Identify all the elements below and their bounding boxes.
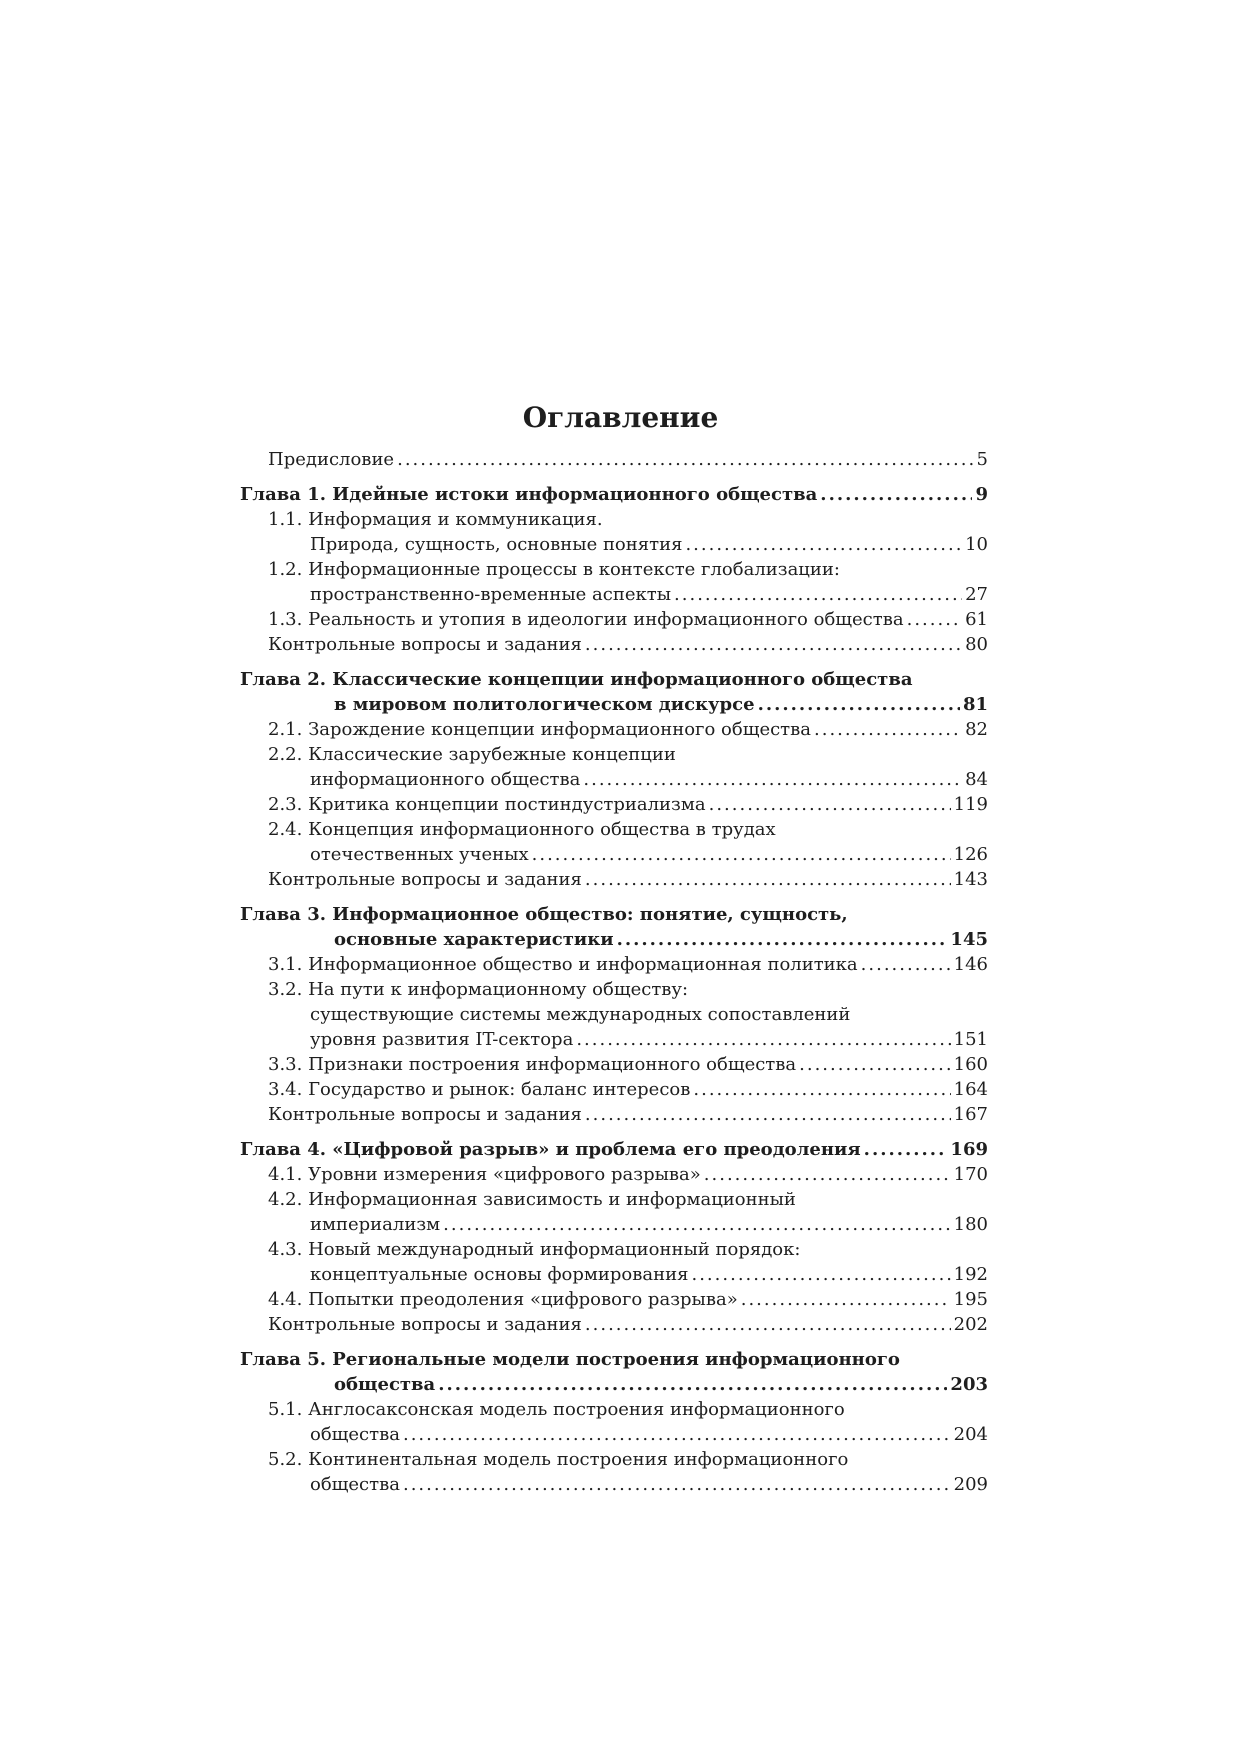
toc-entry-2-4[interactable] xyxy=(240,842,988,867)
toc-entry-text: 4.4. Попытки преодоления «цифрового разрыва» xyxy=(268,1289,738,1310)
toc-entry-text: 2.1. Зарождение концепции информационного общества xyxy=(268,719,812,740)
toc-page-number: 27 xyxy=(965,584,988,605)
toc-entry-4-3[interactable] xyxy=(240,1262,988,1287)
chapter-title[interactable]: Глава 5. Региональные модели построения информационного xyxy=(240,1349,900,1370)
toc-entry-text: 4.1. Уровни измерения «цифрового разрыва» xyxy=(268,1164,701,1185)
toc-entry-questions-1[interactable] xyxy=(240,632,988,657)
toc-entry-text[interactable]: 5.2. Континентальная модель построения информационного xyxy=(268,1449,849,1470)
toc-entry-4-2[interactable] xyxy=(240,1212,988,1237)
toc-page-number: 82 xyxy=(965,719,988,740)
toc-entry-text: империализм xyxy=(310,1214,441,1235)
dot-leader xyxy=(685,532,962,557)
dot-leader xyxy=(864,1137,948,1162)
toc-entry-text: Контрольные вопросы и задания xyxy=(268,869,582,890)
dot-leader xyxy=(403,1422,951,1447)
toc-page-number: 145 xyxy=(950,929,988,950)
toc-entry-text: уровня развития IT-сектора xyxy=(310,1029,574,1050)
toc-entry-text[interactable]: 3.2. На пути к информационному обществу: xyxy=(268,979,689,1000)
toc-entry-text[interactable]: 1.2. Информационные процессы в контексте глобализации: xyxy=(268,559,840,580)
toc-entry-text: Предисловие xyxy=(268,449,395,470)
dot-leader xyxy=(397,447,973,472)
toc-chapter-1[interactable] xyxy=(240,482,988,507)
toc-entry-5-2[interactable] xyxy=(240,1472,988,1497)
toc-page-number: 126 xyxy=(953,844,988,865)
toc-entry-3-1[interactable] xyxy=(240,952,988,977)
dot-leader xyxy=(709,792,951,817)
dot-leader xyxy=(814,717,962,742)
dot-leader xyxy=(585,632,962,657)
toc-chapter-3[interactable] xyxy=(240,927,988,952)
chapter-title: основные характеристики xyxy=(334,929,614,950)
toc-page-number: 180 xyxy=(953,1214,988,1235)
toc-chapter-4[interactable] xyxy=(240,1137,988,1162)
toc-entry-1-1[interactable] xyxy=(240,532,988,557)
toc-entry-text[interactable]: 4.2. Информационная зависимость и информационный xyxy=(268,1189,796,1210)
dot-leader xyxy=(576,1027,950,1052)
toc-entry-text: концептуальные основы формирования xyxy=(310,1264,689,1285)
toc-page-number: 151 xyxy=(953,1029,988,1050)
toc-page-number: 164 xyxy=(953,1079,988,1100)
dot-leader xyxy=(585,1102,951,1127)
toc-page-number: 195 xyxy=(953,1289,988,1310)
dot-leader xyxy=(532,842,951,867)
toc-entry-text: отечественных ученых xyxy=(310,844,529,865)
dot-leader xyxy=(799,1052,951,1077)
toc-page-number: 61 xyxy=(965,609,988,630)
toc-entry-preface[interactable] xyxy=(240,447,988,472)
toc-page-number: 81 xyxy=(962,694,988,715)
toc-entry-text: пространственно-временные аспекты xyxy=(310,584,672,605)
toc-page-number: 143 xyxy=(953,869,988,890)
toc-entry-3-3[interactable] xyxy=(240,1052,988,1077)
toc-chapter-5[interactable] xyxy=(240,1372,988,1397)
toc-entry-2-3[interactable] xyxy=(240,792,988,817)
toc-entry-text: Природа, сущность, основные понятия xyxy=(310,534,683,555)
toc-entry-text: общества xyxy=(310,1474,400,1495)
toc-entry-3-4[interactable] xyxy=(240,1077,988,1102)
dot-leader xyxy=(585,1312,951,1337)
toc-entry-questions-2[interactable] xyxy=(240,867,988,892)
toc-entry-1-3[interactable] xyxy=(240,607,988,632)
toc-chapter-2[interactable] xyxy=(240,692,988,717)
dot-leader xyxy=(704,1162,951,1187)
toc-entry-text[interactable]: 2.2. Классические зарубежные концепции xyxy=(268,744,676,765)
dot-leader xyxy=(741,1287,951,1312)
toc-entry-2-2[interactable] xyxy=(240,767,988,792)
toc-page-number: 9 xyxy=(975,484,988,505)
chapter-title[interactable]: Глава 2. Классические концепции информационного общества xyxy=(240,669,913,690)
toc-entry-text: 2.3. Критика концепции постиндустриализма xyxy=(268,794,706,815)
dot-leader xyxy=(585,867,951,892)
toc-page-number: 146 xyxy=(953,954,988,975)
toc-entry-text[interactable]: 5.1. Англосаксонская модель построения информационного xyxy=(268,1399,845,1420)
toc-entry-4-4[interactable] xyxy=(240,1287,988,1312)
toc-page-number: 170 xyxy=(953,1164,988,1185)
toc-entry-5-1[interactable] xyxy=(240,1422,988,1447)
toc-entry-text: общества xyxy=(310,1424,400,1445)
toc-entry-text[interactable]: 1.1. Информация и коммуникация. xyxy=(268,509,603,530)
toc-page-number: 204 xyxy=(953,1424,988,1445)
dot-leader xyxy=(674,582,962,607)
toc-entry-questions-3[interactable] xyxy=(240,1102,988,1127)
toc-entry-text: 1.3. Реальность и утопия в идеологии информационного общества xyxy=(268,609,904,630)
toc-entry-text[interactable]: 4.3. Новый международный информационный порядок: xyxy=(268,1239,801,1260)
toc-page-number: 203 xyxy=(950,1374,988,1395)
toc-page-number: 209 xyxy=(953,1474,988,1495)
toc-entry-1-2[interactable] xyxy=(240,582,988,607)
toc-page-number: 5 xyxy=(976,449,988,470)
table-of-contents xyxy=(240,447,988,1497)
toc-entry-text[interactable]: 2.4. Концепция информационного общества в трудах xyxy=(268,819,776,840)
toc-entry-text: 3.3. Признаки построения информационного общества xyxy=(268,1054,797,1075)
toc-page-number: 202 xyxy=(953,1314,988,1335)
toc-entry-text: Контрольные вопросы и задания xyxy=(268,634,582,655)
dot-leader xyxy=(617,927,948,952)
toc-page-number: 80 xyxy=(965,634,988,655)
chapter-title: общества xyxy=(334,1374,436,1395)
toc-entry-text: Контрольные вопросы и задания xyxy=(268,1314,582,1335)
chapter-title: в мировом политологическом дискурсе xyxy=(334,694,755,715)
toc-page-number: 10 xyxy=(965,534,988,555)
toc-entry-text: 3.4. Государство и рынок: баланс интересов xyxy=(268,1079,691,1100)
dot-leader xyxy=(820,482,972,507)
toc-entry-questions-4[interactable] xyxy=(240,1312,988,1337)
toc-page-number: 169 xyxy=(950,1139,988,1160)
toc-page-number: 160 xyxy=(953,1054,988,1075)
toc-entry-4-1[interactable] xyxy=(240,1162,988,1187)
toc-page-number: 84 xyxy=(965,769,988,790)
dot-leader xyxy=(758,692,960,717)
chapter-title: Глава 1. Идейные истоки информационного общества xyxy=(240,484,818,505)
dot-leader xyxy=(691,1262,950,1287)
toc-entry-text: Контрольные вопросы и задания xyxy=(268,1104,582,1125)
dot-leader xyxy=(403,1472,951,1497)
toc-page-number: 119 xyxy=(953,794,988,815)
chapter-title: Глава 4. «Цифровой разрыв» и проблема его преодоления xyxy=(240,1139,861,1160)
dot-leader xyxy=(693,1077,950,1102)
toc-entry-text: информационного общества xyxy=(310,769,581,790)
dot-leader xyxy=(583,767,962,792)
toc-entry-2-1[interactable] xyxy=(240,717,988,742)
toc-entry-text[interactable]: существующие системы международных сопоставлений xyxy=(310,1004,851,1025)
dot-leader xyxy=(861,952,951,977)
dot-leader xyxy=(438,1372,947,1397)
chapter-title[interactable]: Глава 3. Информационное общество: понятие, сущность, xyxy=(240,904,848,925)
toc-page-number: 192 xyxy=(953,1264,988,1285)
toc-entry-3-2[interactable] xyxy=(240,1027,988,1052)
dot-leader xyxy=(443,1212,950,1237)
toc-page-number: 167 xyxy=(953,1104,988,1125)
page-title: Оглавление xyxy=(522,401,719,434)
toc-entry-text: 3.1. Информационное общество и информационная политика xyxy=(268,954,858,975)
dot-leader xyxy=(907,607,963,632)
